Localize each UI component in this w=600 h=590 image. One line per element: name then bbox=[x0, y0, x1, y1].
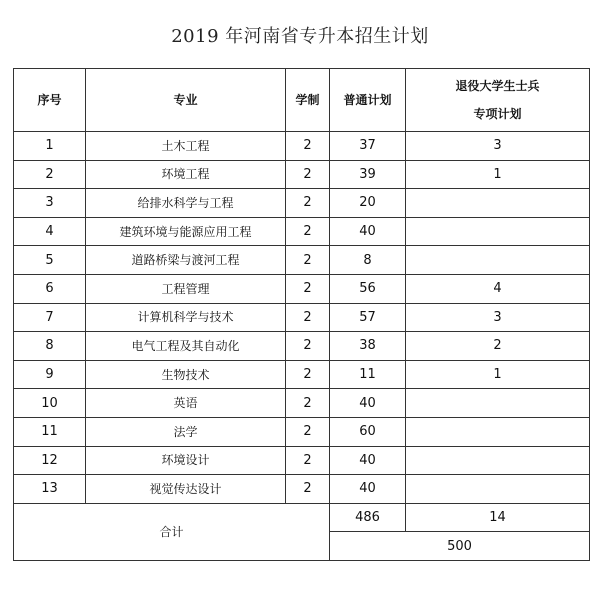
total-row bbox=[14, 503, 590, 532]
table-row bbox=[14, 189, 590, 218]
cell-regular: 8 bbox=[330, 246, 406, 275]
cell-duration: 2 bbox=[286, 360, 330, 389]
cell-seq: 3 bbox=[14, 189, 86, 218]
table-row bbox=[14, 246, 590, 275]
header-duration: 学制 bbox=[286, 69, 330, 132]
table-row bbox=[14, 389, 590, 418]
cell-major: 工程管理 bbox=[86, 274, 286, 303]
cell-seq: 8 bbox=[14, 332, 86, 361]
table-row bbox=[14, 303, 590, 332]
cell-veteran bbox=[406, 389, 590, 418]
cell-veteran: 2 bbox=[406, 332, 590, 361]
cell-major: 道路桥梁与渡河工程 bbox=[86, 246, 286, 275]
cell-regular: 57 bbox=[330, 303, 406, 332]
cell-veteran bbox=[406, 246, 590, 275]
table-row bbox=[14, 360, 590, 389]
cell-duration: 2 bbox=[286, 160, 330, 189]
cell-major: 电气工程及其自动化 bbox=[86, 332, 286, 361]
cell-duration: 2 bbox=[286, 274, 330, 303]
cell-major: 建筑环境与能源应用工程 bbox=[86, 217, 286, 246]
cell-regular: 40 bbox=[330, 475, 406, 504]
cell-seq: 5 bbox=[14, 246, 86, 275]
cell-duration: 2 bbox=[286, 303, 330, 332]
cell-seq: 11 bbox=[14, 417, 86, 446]
cell-seq: 9 bbox=[14, 360, 86, 389]
cell-duration: 2 bbox=[286, 217, 330, 246]
cell-duration: 2 bbox=[286, 417, 330, 446]
table-row bbox=[14, 475, 590, 504]
cell-duration: 2 bbox=[286, 332, 330, 361]
grand-total: 500 bbox=[330, 532, 590, 561]
total-label: 合计 bbox=[14, 503, 330, 560]
cell-major: 环境设计 bbox=[86, 446, 286, 475]
cell-regular: 40 bbox=[330, 217, 406, 246]
table-row bbox=[14, 160, 590, 189]
cell-veteran: 3 bbox=[406, 303, 590, 332]
cell-regular: 11 bbox=[330, 360, 406, 389]
table-row bbox=[14, 417, 590, 446]
header-row bbox=[14, 69, 590, 132]
cell-major: 环境工程 bbox=[86, 160, 286, 189]
header-veteran-line1: 退役大学生士兵 bbox=[455, 79, 540, 93]
cell-duration: 2 bbox=[286, 475, 330, 504]
cell-major: 土木工程 bbox=[86, 132, 286, 161]
cell-regular: 40 bbox=[330, 446, 406, 475]
page-title: 2019 年河南省专升本招生计划 bbox=[171, 26, 429, 47]
cell-regular: 39 bbox=[330, 160, 406, 189]
cell-regular: 20 bbox=[330, 189, 406, 218]
cell-regular: 40 bbox=[330, 389, 406, 418]
cell-veteran: 1 bbox=[406, 160, 590, 189]
cell-seq: 12 bbox=[14, 446, 86, 475]
cell-seq: 1 bbox=[14, 132, 86, 161]
cell-duration: 2 bbox=[286, 389, 330, 418]
cell-seq: 13 bbox=[14, 475, 86, 504]
table-row bbox=[14, 446, 590, 475]
cell-veteran: 3 bbox=[406, 132, 590, 161]
header-veteran-plan bbox=[406, 69, 590, 132]
total-regular: 486 bbox=[330, 503, 406, 532]
table-row bbox=[14, 217, 590, 246]
cell-seq: 4 bbox=[14, 217, 86, 246]
cell-major: 法学 bbox=[86, 417, 286, 446]
cell-duration: 2 bbox=[286, 246, 330, 275]
cell-major: 计算机科学与技术 bbox=[86, 303, 286, 332]
table-row bbox=[14, 274, 590, 303]
cell-regular: 37 bbox=[330, 132, 406, 161]
cell-seq: 7 bbox=[14, 303, 86, 332]
table-row bbox=[14, 132, 590, 161]
cell-regular: 38 bbox=[330, 332, 406, 361]
cell-seq: 6 bbox=[14, 274, 86, 303]
cell-major: 英语 bbox=[86, 389, 286, 418]
cell-veteran bbox=[406, 189, 590, 218]
cell-major: 给排水科学与工程 bbox=[86, 189, 286, 218]
cell-duration: 2 bbox=[286, 446, 330, 475]
table-body bbox=[14, 132, 590, 561]
cell-regular: 56 bbox=[330, 274, 406, 303]
cell-veteran: 1 bbox=[406, 360, 590, 389]
cell-veteran bbox=[406, 417, 590, 446]
table-row bbox=[14, 332, 590, 361]
cell-veteran bbox=[406, 475, 590, 504]
cell-seq: 2 bbox=[14, 160, 86, 189]
cell-veteran bbox=[406, 217, 590, 246]
cell-duration: 2 bbox=[286, 189, 330, 218]
cell-seq: 10 bbox=[14, 389, 86, 418]
total-veteran: 14 bbox=[406, 503, 590, 532]
cell-regular: 60 bbox=[330, 417, 406, 446]
header-veteran-line2: 专项计划 bbox=[473, 107, 522, 121]
header-major: 专业 bbox=[86, 69, 286, 132]
header-regular-plan: 普通计划 bbox=[330, 69, 406, 132]
cell-duration: 2 bbox=[286, 132, 330, 161]
cell-veteran: 4 bbox=[406, 274, 590, 303]
cell-veteran bbox=[406, 446, 590, 475]
cell-major: 生物技术 bbox=[86, 360, 286, 389]
cell-major: 视觉传达设计 bbox=[86, 475, 286, 504]
enrollment-plan-table bbox=[13, 68, 590, 561]
header-seq: 序号 bbox=[14, 69, 86, 132]
